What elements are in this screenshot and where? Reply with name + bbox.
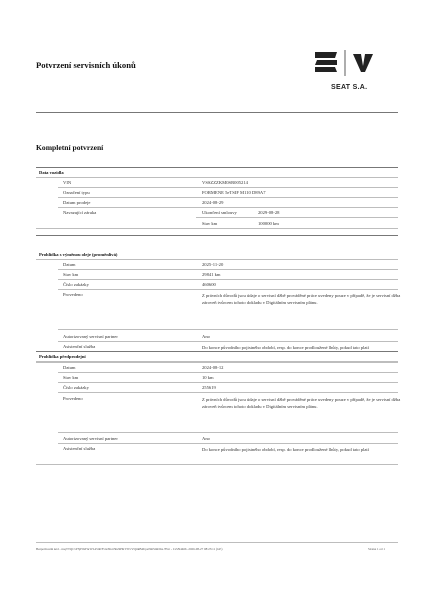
oil-partner-value: Ano bbox=[202, 334, 210, 339]
vehicle-row-value: 2024-08-29 bbox=[202, 200, 224, 205]
document-title: Potvrzení servisních úkonů bbox=[36, 60, 136, 70]
pre-provedeno-text: Z právních důvodů jsou údaje o servisní džbě prováděné práce uvedeny pouze v případě, že je servisní džba zároveň tvůrcem tohoto dokladu v Digitálním servisním plánu. bbox=[202, 397, 401, 410]
row-rule bbox=[58, 187, 398, 188]
vehicle-top-rule bbox=[36, 167, 398, 168]
vehicle-row-label: Datum prodeje bbox=[63, 200, 91, 205]
row-rule bbox=[36, 228, 398, 229]
row-rule bbox=[58, 392, 398, 393]
row-rule bbox=[58, 197, 398, 198]
row-rule bbox=[58, 443, 398, 444]
pre-partner-value: Ano bbox=[202, 436, 210, 441]
pre-partner-label: Autorizovaný servisní partner bbox=[63, 436, 118, 441]
vehicle-row-value: VSSZZZKM0SR005214 bbox=[202, 180, 248, 185]
brand-name: SEAT S.A. bbox=[331, 84, 368, 91]
vehicle-row-value-2: 2029-08-28 bbox=[258, 210, 280, 215]
predelivery-top-rule-2 bbox=[36, 351, 398, 352]
predelivery-section-title: Prohlídka předprodejní bbox=[39, 354, 86, 359]
row-rule bbox=[58, 279, 398, 280]
pre-provedeno-label: Provedeno bbox=[63, 396, 83, 401]
row-rule bbox=[58, 289, 398, 290]
section-heading: Kompletní potvrzení bbox=[36, 143, 104, 152]
oil-section-title: Prohlídka s výměnou oleje (proměnlivá) bbox=[39, 252, 118, 257]
vehicle-row-label: VIN bbox=[63, 180, 72, 185]
row-rule bbox=[196, 217, 398, 218]
header-divider bbox=[36, 112, 398, 113]
oil-row-label: Stav km bbox=[63, 272, 79, 277]
oil-assist-text: Do konce původního pojistného období, resp. do konce prodloužené lhůty, pokud tato platí bbox=[202, 345, 369, 350]
oil-row-label: Číslo zakázky bbox=[63, 282, 89, 287]
row-rule bbox=[58, 341, 398, 342]
row-rule bbox=[36, 362, 398, 363]
vehicle-row-value: Stav km bbox=[202, 221, 218, 226]
vehicle-title-rule bbox=[36, 177, 398, 178]
row-rule bbox=[58, 372, 398, 373]
pre-row-value: 255619 bbox=[202, 385, 216, 390]
row-rule bbox=[36, 464, 398, 465]
oil-assist-label: Asistenční služba bbox=[63, 344, 96, 349]
oil-title-rule bbox=[36, 259, 398, 260]
footer-rule bbox=[36, 542, 398, 543]
row-rule bbox=[58, 382, 398, 383]
oil-partner-label: Autorizovaný servisní partner bbox=[63, 334, 118, 339]
pre-row-value: 10 km bbox=[202, 375, 214, 380]
oil-row-value: 460600 bbox=[202, 282, 216, 287]
footer-page-number: Strana 1 od 1 bbox=[368, 547, 385, 551]
seat-emblem-icon bbox=[305, 46, 405, 82]
pre-row-value: 2024-08-12 bbox=[202, 365, 224, 370]
pre-assist-label: Asistenční služba bbox=[63, 446, 96, 451]
oil-row-label: Datum bbox=[63, 262, 76, 267]
pre-row-label: Číslo zakázky bbox=[63, 385, 89, 390]
oil-row-value: 2025-11-20 bbox=[202, 262, 224, 267]
row-rule bbox=[58, 432, 398, 433]
seat-logo bbox=[305, 46, 405, 96]
predelivery-title-rule bbox=[36, 361, 398, 362]
vehicle-row-value: Ukončení smlouvy bbox=[202, 210, 237, 215]
oil-provedeno-label: Provedeno bbox=[63, 292, 83, 297]
row-rule bbox=[58, 269, 398, 270]
pre-row-label: Stav km bbox=[63, 375, 79, 380]
footer-security-code: Bezpečnostní kód - naqTTQCvP5jP0xFnrWL45iR/Fvnr3Kzt5h2iiHtrVWcVQiikB4UpeNmSmDIA.7Pnc - CZ294466 -2026-08-27 08:23:11 (GE) bbox=[36, 547, 223, 551]
row-rule bbox=[58, 207, 398, 208]
pre-row-label: Datum bbox=[63, 365, 76, 370]
vehicle-row-value-2: 100000 km bbox=[258, 221, 279, 226]
vehicle-section-title: Data vozidla bbox=[39, 170, 64, 175]
row-rule bbox=[58, 329, 398, 330]
oil-row-value: 29841 km bbox=[202, 272, 221, 277]
oil-provedeno-text: Z právních důvodů jsou údaje o servisní džbě prováděné práce uvedeny pouze v případě, že je servisní džba zároveň tvůrcem tohoto dokladu v Digitálním servisním plánu. bbox=[202, 293, 401, 306]
oil-top-rule bbox=[36, 235, 398, 236]
vehicle-row-label: Označení typu bbox=[63, 190, 90, 195]
vehicle-row-value: FORMENE 5eTSIF M110 D89A7 bbox=[202, 190, 266, 195]
pre-assist-text: Do konce původního pojistného období, resp. do konce prodloužené lhůty, pokud tato platí bbox=[202, 447, 369, 452]
vehicle-row-label: Navazující záruka bbox=[63, 210, 97, 215]
